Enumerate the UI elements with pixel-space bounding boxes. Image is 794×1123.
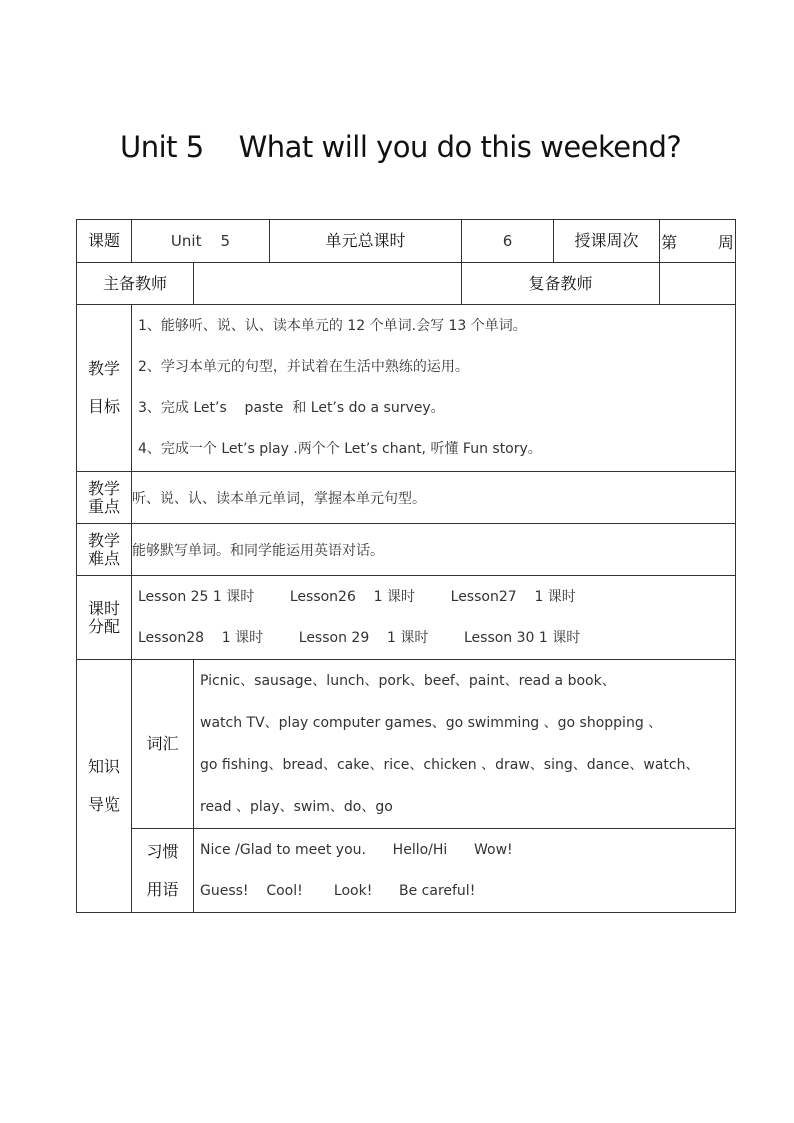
phrases-content — [194, 829, 736, 913]
objectives-label-line1: 教学 — [87, 359, 120, 378]
key-points-label-line1: 教学 — [87, 478, 120, 498]
vocab-row — [77, 660, 736, 829]
vocab-content — [194, 660, 736, 829]
week-label: 授课周次 — [554, 220, 660, 263]
schedule-content — [132, 576, 736, 660]
schedule-label-line1: 课时 — [87, 598, 120, 618]
co-teacher-value — [660, 263, 736, 305]
lesson-plan-table — [76, 219, 736, 913]
schedule-label-line2: 分配 — [87, 616, 120, 636]
main-teacher-label: 主备教师 — [77, 263, 194, 305]
difficulties-label-line2: 难点 — [87, 548, 120, 568]
phrase-line: Nice /Glad to meet you. Hello/Hi Wow! — [200, 841, 513, 858]
key-points-label — [77, 472, 132, 524]
objective-item: 3、完成 Let’s paste 和 Let’s do a survey。 — [138, 400, 445, 416]
knowledge-label-line2: 导览 — [87, 795, 120, 814]
week-value: 第 周 — [660, 220, 736, 263]
topic-label: 课题 — [77, 220, 132, 263]
total-hours-label: 单元总课时 — [270, 220, 462, 263]
co-teacher-label: 复备教师 — [462, 263, 660, 305]
key-points-text: 听、说、认、读本单元单词，掌握本单元句型。 — [132, 472, 736, 524]
schedule-row — [77, 576, 736, 660]
objectives-label — [77, 305, 132, 472]
total-hours-value: 6 — [462, 220, 554, 263]
schedule-line: Lesson28 1 课时 Lesson 29 1 课时 Lesson 30 1 课时 — [138, 629, 581, 646]
teacher-row — [77, 263, 736, 305]
objective-item: 2、学习本单元的句型，并试着在生活中熟练的运用。 — [138, 359, 469, 375]
key-points-row — [77, 472, 736, 524]
difficulties-label — [77, 524, 132, 576]
objectives-content — [132, 305, 736, 472]
page-title: Unit 5 What will you do this weekend? — [120, 130, 682, 164]
phrase-line: Guess! Cool! Look! Be careful! — [200, 882, 476, 899]
objectives-row — [77, 305, 736, 472]
phrases-label — [132, 829, 194, 913]
vocab-line: watch TV、play computer games、go swimming 、go shopping 、 — [200, 715, 663, 731]
vocab-line: Picnic、sausage、lunch、pork、beef、paint、read a book、 — [200, 673, 616, 689]
vocab-line: read 、play、swim、do、go — [200, 799, 393, 815]
key-points-label-line2: 重点 — [87, 496, 120, 516]
knowledge-label-line1: 知识 — [87, 757, 120, 776]
objective-item: 1、能够听、说、认、读本单元的 12 个单词.会写 13 个单词。 — [138, 318, 527, 334]
objective-item: 4、完成一个 Let’s play .两个个 Let’s chant, 听懂 Fun story。 — [138, 441, 542, 457]
vocab-line: go fishing、bread、cake、rice、chicken 、draw、sing、dance、watch、 — [200, 757, 700, 773]
header-row — [77, 220, 736, 263]
vocab-label: 词汇 — [132, 660, 194, 829]
difficulties-row — [77, 524, 736, 576]
phrases-label-line1: 习惯 — [146, 841, 179, 861]
phrases-row — [77, 829, 736, 913]
difficulties-text: 能够默写单词。和同学能运用英语对话。 — [132, 524, 736, 576]
topic-value: Unit 5 — [132, 220, 270, 263]
difficulties-label-line1: 教学 — [87, 530, 120, 550]
schedule-line: Lesson 25 1 课时 Lesson26 1 课时 Lesson27 1 课时 — [138, 588, 576, 605]
phrases-label-line2: 用语 — [146, 879, 179, 899]
knowledge-label — [77, 660, 132, 913]
main-teacher-value — [194, 263, 462, 305]
schedule-label — [77, 576, 132, 660]
objectives-label-line2: 目标 — [87, 397, 120, 416]
